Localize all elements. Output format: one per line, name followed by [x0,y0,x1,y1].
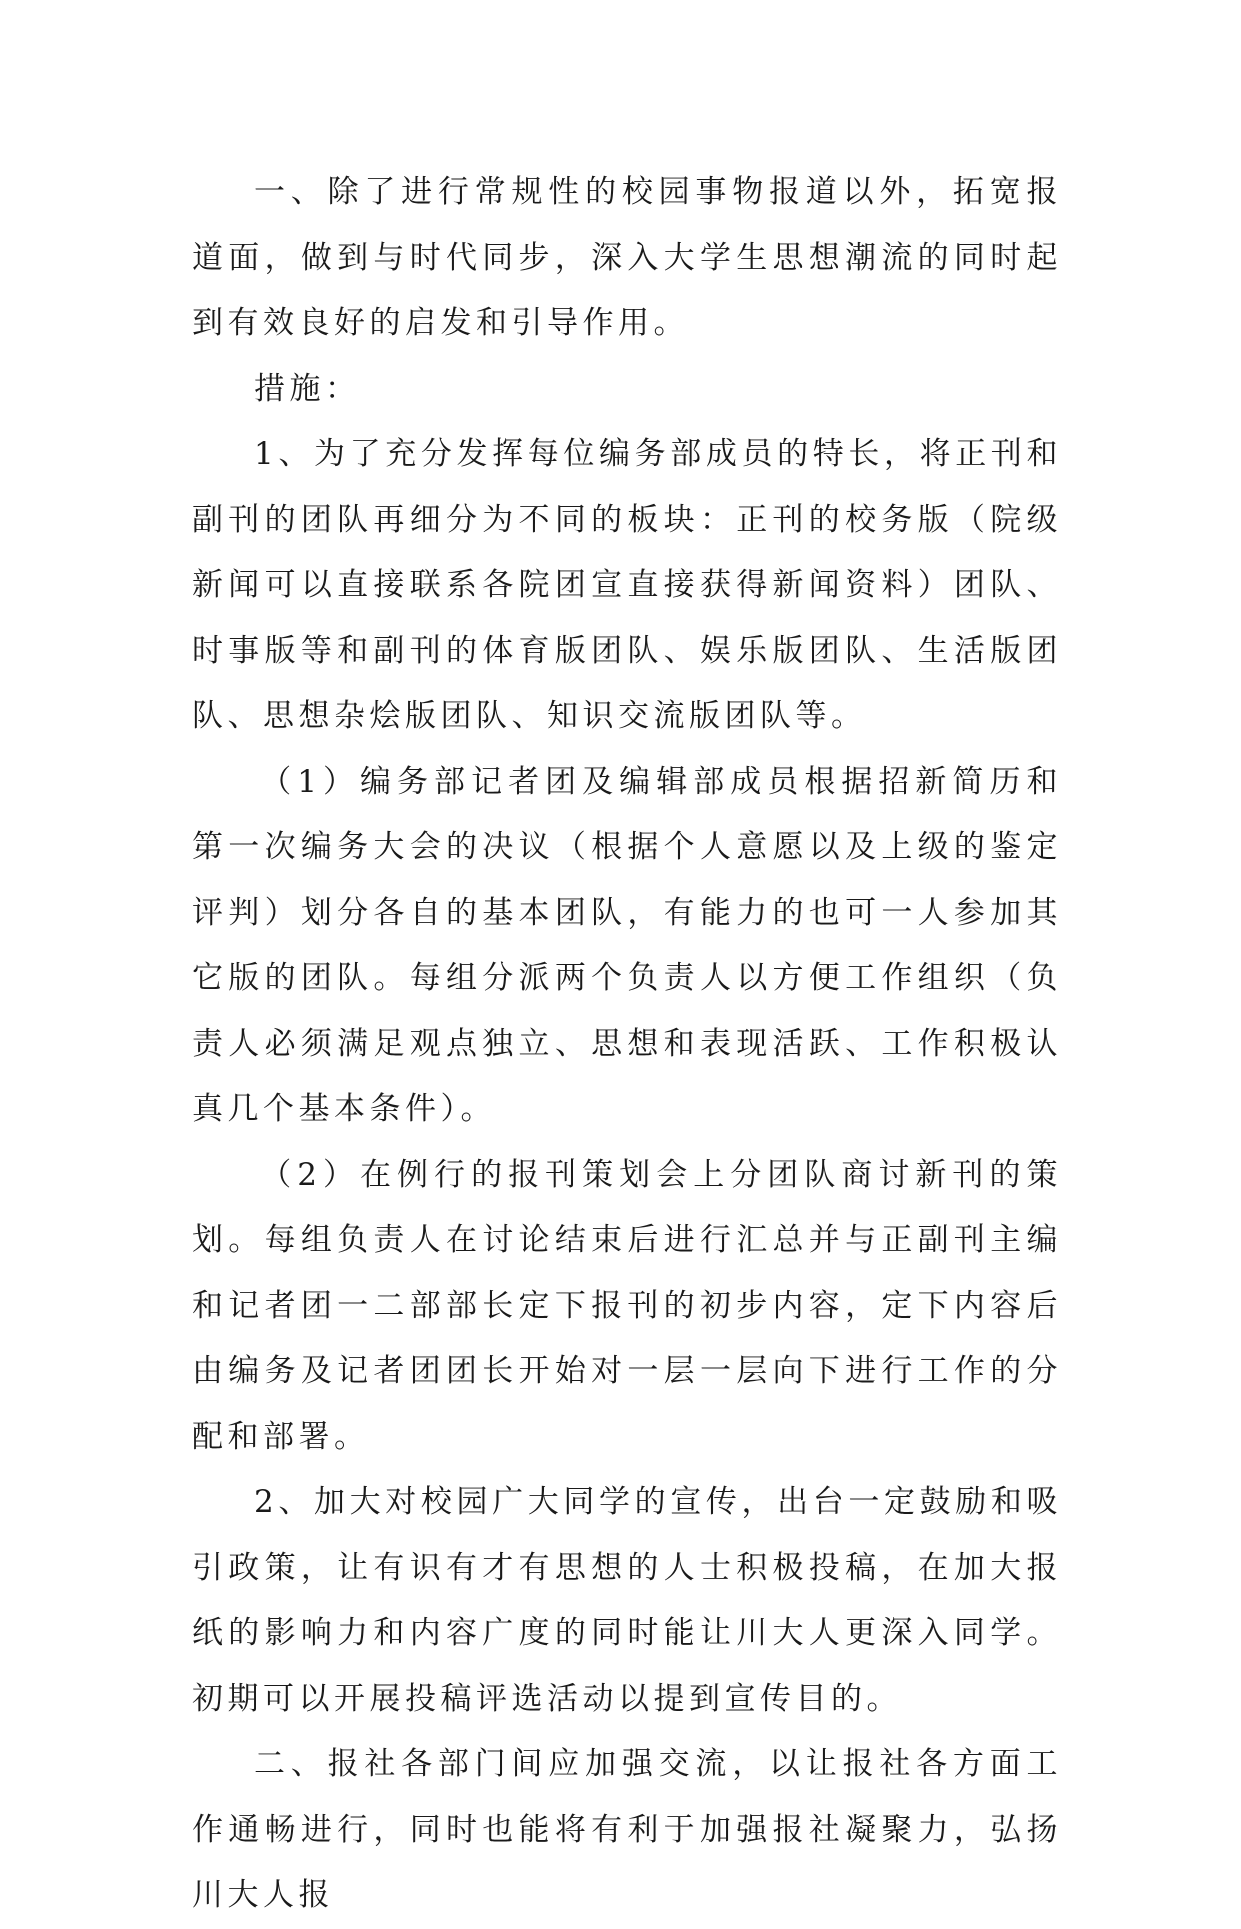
document-body [192,160,1062,1929]
paragraph-measure-one-sub-two: （2）在例行的报刊策划会上分团队商讨新刊的策划。每组负责人在讨论结束后进行汇总并与正副刊主编和记者团一二部部长定下报刊的初步内容，定下内容后由编务及记者团团长开始对一层一层向下进行工作的分配和部署。 [192,1156,1062,1455]
paragraph-measure-one-sub-one: （1）编务部记者团及编辑部成员根据招新简历和第一次编务大会的决议（根据个人意愿以及上级的鉴定评判）划分各自的基本团队，有能力的也可一人参加其它版的团队。每组分派两个负责人以方便工作组织（负责人必须满足观点独立、思想和表现活跃、工作积极认真几个基本条件）。 [192,763,1062,1127]
paragraph-section-two: 二、报社各部门间应加强交流，以让报社各方面工作通畅进行，同时也能将有利于加强报社凝聚力，弘扬川大人报 [192,1746,1062,1913]
paragraph-measures-heading: 措施： [254,370,361,407]
paragraph-measure-two: 2、加大对校园广大同学的宣传，出台一定鼓励和吸引政策，让有识有才有思想的人士积极投稿，在加大报纸的影响力和内容广度的同时能让川大人更深入同学。初期可以开展投稿评选活动以提到宣传目的。 [192,1484,1062,1717]
paragraph-measure-one: 1、为了充分发挥每位编务部成员的特长，将正刊和副刊的团队再细分为不同的板块：正刊的校务版（院级新闻可以直接联系各院团宣直接获得新闻资料）团队、时事版等和副刊的体育版团队、娱乐版团队、生活版团队、思想杂烩版团队、知识交流版团队等。 [192,436,1062,734]
paragraph-section-one: 一、除了进行常规性的校园事物报道以外，拓宽报道面，做到与时代同步，深入大学生思想潮流的同时起到有效良好的启发和引导作用。 [192,174,1062,341]
